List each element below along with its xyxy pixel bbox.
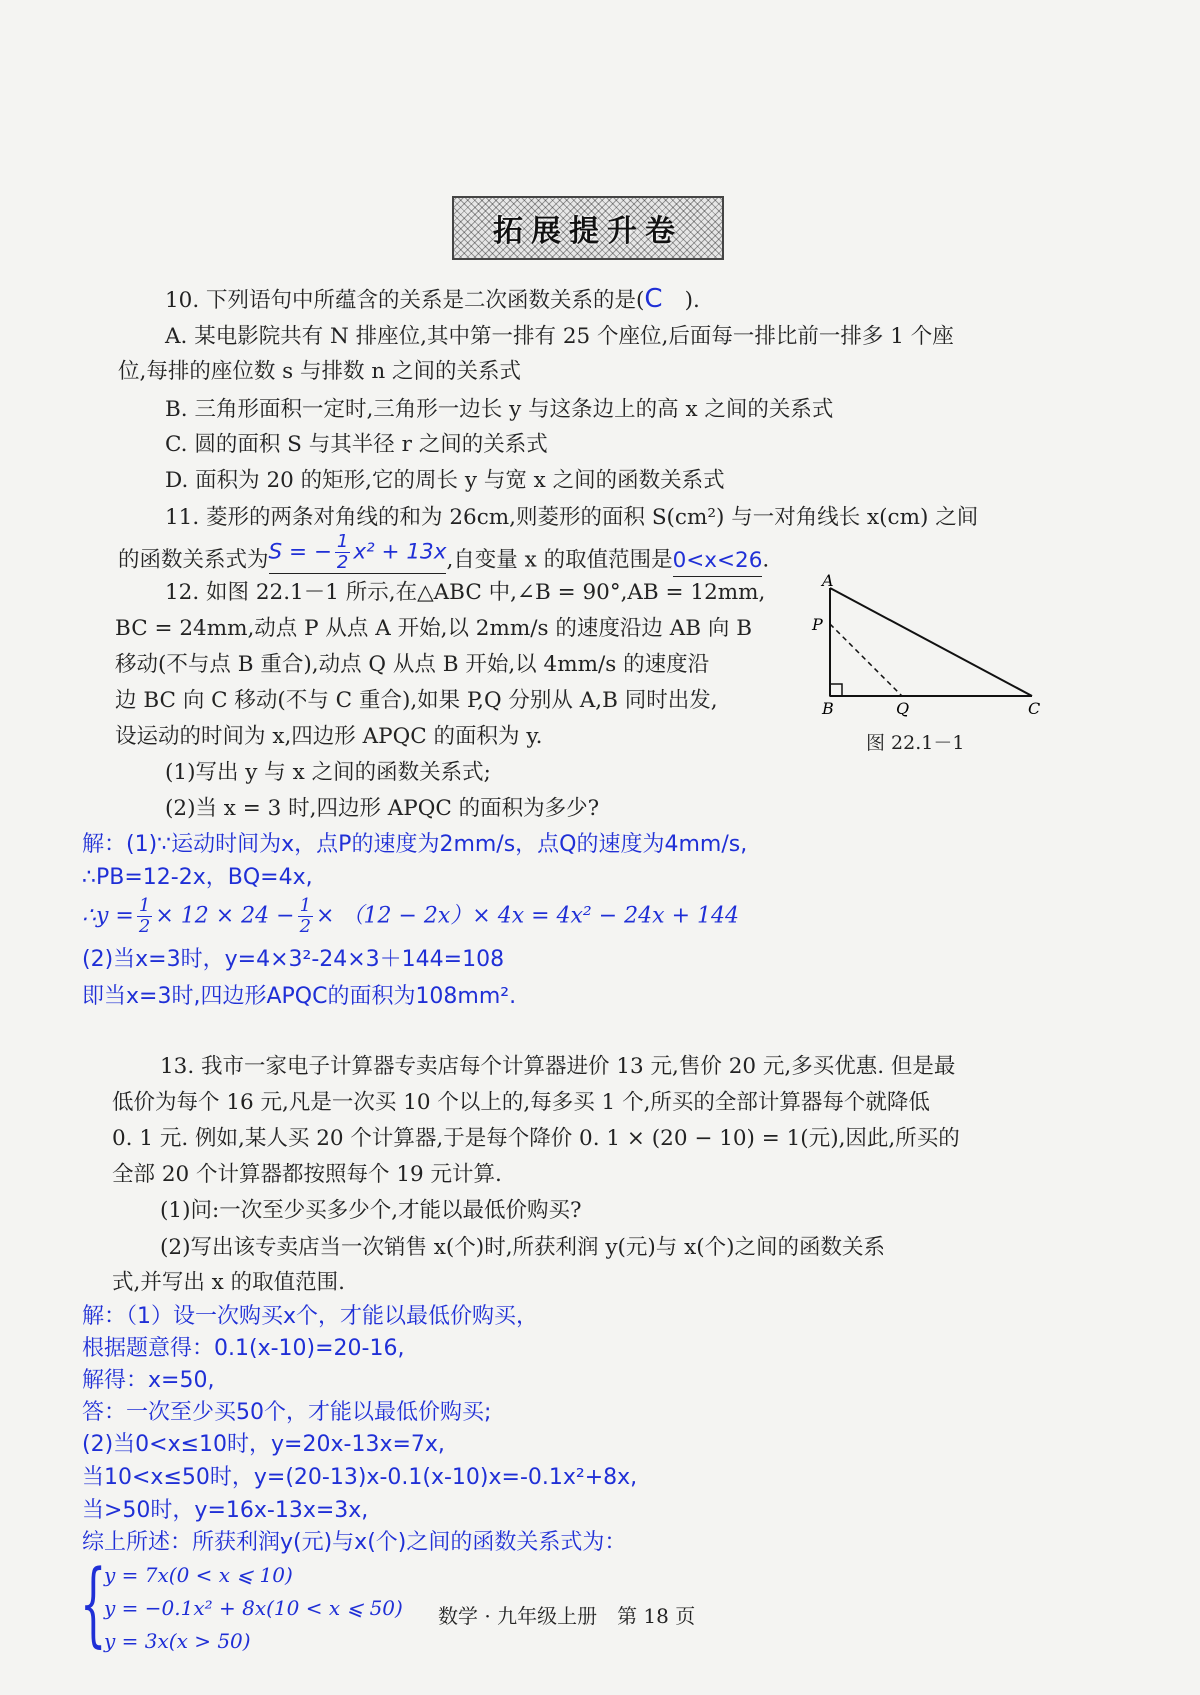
q12-solution-3: ∴y = $\frac{1}{2}$ × 12 × 24 − $\frac{1}{2}$ × （12 − 2x）× 4x = 4x² − 24x + 144 <box>82 895 739 937</box>
q10-option-b: B. 三角形面积一定时,三角形一边长 y 与这条边上的高 x 之间的关系式 <box>165 397 834 422</box>
q13-line1: 13. 我市一家电子计算器专卖店每个计算器进价 13 元,售价 20 元,多买优惠. 但是最 <box>160 1054 956 1079</box>
piecewise-brace: { <box>80 1550 107 1657</box>
q10-stem: 10. 下列语句中所蕴含的关系是二次函数关系的是(C ). <box>165 284 700 314</box>
piecewise-case-2: y = −0.1x² + 8x(10 < x ⩽ 50) <box>104 1596 403 1620</box>
figure-caption: 图 22.1－1 <box>866 732 965 754</box>
q11-answer-formula: S = − $\frac{1}{2}$ x² + 13x <box>268 531 447 573</box>
piecewise-case-1: y = 7x(0 < x ⩽ 10) <box>104 1563 293 1587</box>
section-title: 拓展提升卷 <box>493 214 683 249</box>
q10-option-c: C. 圆的面积 S 与其半径 r 之间的关系式 <box>165 432 548 457</box>
q13-solution-4: 答：一次至少买50个，才能以最低价购买; <box>82 1400 492 1425</box>
q10-option-d: D. 面积为 20 的矩形,它的周长 y 与宽 x 之间的函数关系式 <box>165 468 725 493</box>
q10-answer: C <box>644 284 663 314</box>
q13-line4: 全部 20 个计算器都按照每个 19 元计算. <box>112 1162 502 1187</box>
q12-part1: (1)写出 y 与 x 之间的函数关系式; <box>165 760 491 785</box>
q13-part1: (1)问:一次至少买多少个,才能以最低价购买? <box>160 1198 582 1223</box>
q12-line4: 边 BC 向 C 移动(不与 C 重合),如果 P,Q 分别从 A,B 同时出发, <box>115 688 718 713</box>
q13-solution-8: 综上所述：所获利润y(元)与x(个)之间的函数关系式为： <box>82 1530 627 1555</box>
q10-option-a-line1: A. 某电影院共有 N 排座位,其中第一排有 25 个座位,后面每一排比前一排多 1 个座 <box>165 324 954 349</box>
q10-option-a-line2: 位,每排的座位数 s 与排数 n 之间的关系式 <box>118 359 522 384</box>
q12-line1: 12. 如图 22.1－1 所示,在△ABC 中,∠B = 90°,AB = 12mm, <box>165 580 766 605</box>
q12-line2: BC = 24mm,动点 P 从点 A 开始,以 2mm/s 的速度沿边 AB 向 B <box>115 616 752 641</box>
q12-solution-2: ∴PB=12-2x，BQ=4x, <box>82 865 313 890</box>
q12-line5: 设运动的时间为 x,四边形 APQC 的面积为 y. <box>115 724 543 749</box>
q11-line2: 的函数关系式为S = − $\frac{1}{2}$ x² + 13x,自变量 x 的取值范围是0<x<26. <box>118 540 769 582</box>
q13-solution-1: 解：（1）设一次购买x个，才能以最低价购买， <box>82 1304 539 1329</box>
q13-line3: 0. 1 元. 例如,某人买 20 个计算器,于是每个降价 0. 1 × (20 − 10) = 1(元),因此,所买的 <box>112 1126 960 1151</box>
q11-line1: 11. 菱形的两条对角线的和为 26cm,则菱形的面积 S(cm²) 与一对角线长 x(cm) 之间 <box>165 505 979 530</box>
triangle-figure <box>810 571 1050 718</box>
q12-solution-5: 即当x=3时,四边形APQC的面积为108mm². <box>82 984 517 1009</box>
label-a: A <box>822 571 834 590</box>
q12-line3: 移动(不与点 B 重合),动点 Q 从点 B 开始,以 4mm/s 的速度沿 <box>115 652 710 677</box>
label-c: C <box>1028 699 1041 718</box>
q13-part2b: 式,并写出 x 的取值范围. <box>112 1270 345 1295</box>
q12-solution-1: 解：(1)∵运动时间为x，点P的速度为2mm/s，点Q的速度为4mm/s, <box>82 832 748 857</box>
q13-solution-6: 当10<x≤50时，y=(20-13)x-0.1(x-10)x=-0.1x²+8x, <box>82 1465 638 1490</box>
section-title-banner <box>452 196 724 260</box>
piecewise-case-3: y = 3x(x > 50) <box>104 1629 251 1653</box>
q11-answer-range: 0<x<26 <box>673 546 763 577</box>
q12-solution-4: (2)当x=3时，y=4×3²-24×3＋144=108 <box>82 947 505 972</box>
q13-line2: 低价为每个 16 元,凡是一次买 10 个以上的,每多买 1 个,所买的全部计算器每个就降低 <box>112 1090 930 1115</box>
page-footer: 数学 · 九年级上册 第 18 页 <box>438 1604 696 1628</box>
q12-part2: (2)当 x = 3 时,四边形 APQC 的面积为多少? <box>165 796 600 821</box>
label-b: B <box>822 699 834 718</box>
q13-solution-7: 当>50时，y=16x-13x=3x, <box>82 1498 369 1523</box>
q13-solution-2: 根据题意得：0.1(x-10)=20-16, <box>82 1336 405 1361</box>
q13-part2a: (2)写出该专卖店当一次销售 x(个)时,所获利润 y(元)与 x(个)之间的函数关系 <box>160 1235 886 1260</box>
q11-fraction: $\frac{1}{2}$ <box>336 531 349 573</box>
q13-solution-5: (2)当0<x≤10时，y=20x-13x=7x, <box>82 1432 445 1457</box>
q13-solution-3: 解得：x=50, <box>82 1368 215 1393</box>
label-p: P <box>812 615 823 634</box>
label-q: Q <box>896 699 910 718</box>
